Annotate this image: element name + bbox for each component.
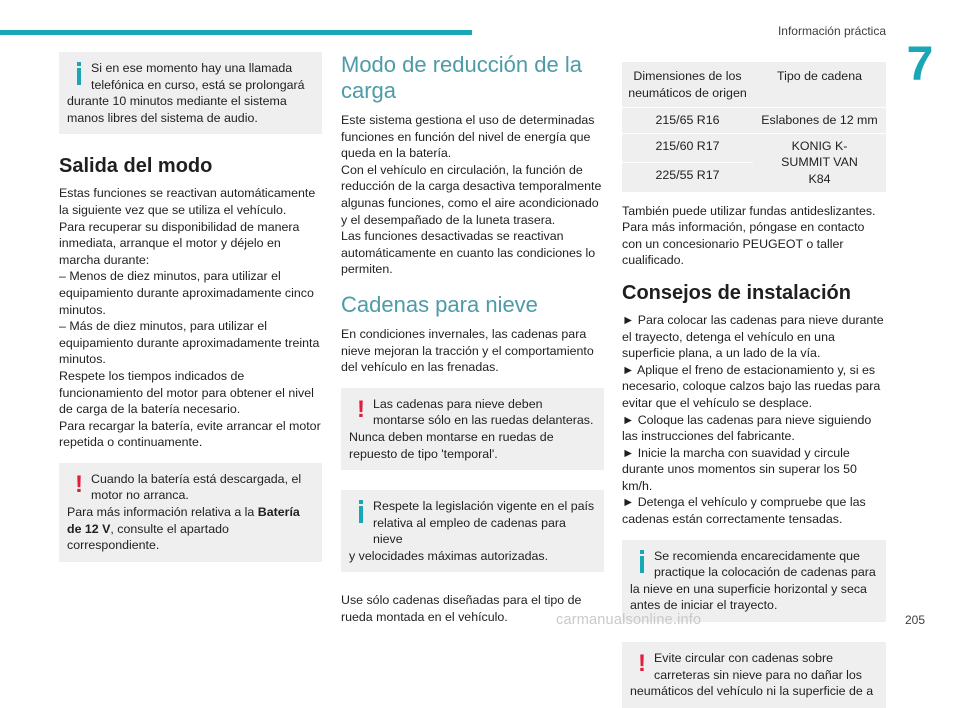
warning-note-text: Las cadenas para nieve deben montarse sólo en las ruedas delanteras. [373,396,594,428]
page-number: 205 [905,613,926,627]
warning-icon: ! [638,650,646,678]
list-item: ► Detenga el vehículo y compruebe que las cadenas están correctamente tensadas. [622,495,866,527]
battery-reference: Batería de 12 V [67,505,300,536]
list-item: – Menos de diez minutos, para utilizar el equipamiento durante aproximadamente cinco minutos. [59,269,314,317]
column-middle [341,52,604,638]
info-icon [636,548,648,573]
warning-text-part: Para más información relativa a la [67,505,258,520]
paragraph: Para recargar la batería, evite arrancar el motor repetida o continuamente. [59,418,321,450]
paragraph: Las funciones desactivadas se reactivan automáticamente en cuanto las condiciones lo permiten. [341,229,596,277]
installation-steps [622,312,886,528]
info-note-text-cont: y velocidades máximas autorizadas. [349,548,549,563]
anti-slip-info [622,203,886,269]
column-left [59,52,322,582]
paragraph: También puede utilizar fundas antideslizantes. [622,203,876,218]
table-cell-size: 215/65 R16 [622,108,753,134]
paragraph: Este sistema gestiona el uso de determinadas funciones en función del nivel de energía que queda en la batería. [341,113,595,161]
info-icon [73,60,85,85]
warning-icon: ! [75,470,83,498]
paragraph: Con el vehículo en circulación, la función de reducción de la carga desactiva temporalmente algunas funciones, como el aire acondicionado y el desempañado de la luneta trasera. [341,162,602,227]
exit-mode-text [59,185,322,451]
table-cell-size: 215/60 R17 [622,133,753,162]
table-row [622,133,886,162]
table-header-tyre-size: Dimensiones de los neumáticos de origen [622,62,753,108]
warning-note [59,463,322,562]
info-note [59,52,322,134]
table-row [622,108,886,134]
info-note-text: Se recomienda encarecidamente que practique la colocación de cadenas para [654,548,876,580]
info-note [622,540,886,622]
paragraph: Estas funciones se reactivan automáticamente la siguiente vez que se utiliza el vehículo. [59,186,316,217]
list-item: – Más de diez minutos, para utilizar el equipamiento durante aproximadamente treinta minutos. [59,319,320,367]
info-note [341,490,604,572]
warning-text-part: , consulte el apartado correspondiente. [67,521,229,553]
load-reduction-text [341,112,604,278]
info-note-text: Respete la legislación vigente en el país relativa al empleo de cadenas para nieve [373,499,595,547]
chapter-number: 7 [906,38,934,91]
info-note-text: Si en ese momento hay una llamada telefónica en curso, está se prolongará [91,61,305,92]
info-icon [355,498,367,523]
warning-note-text-cont: Nunca deben montarse en ruedas de repuesto de tipo 'temporal'. [349,429,554,461]
warning-note-text-cont [67,504,314,554]
warning-note-text: Evite circular con cadenas sobre carreteras sin nieve para no dañar los [654,651,863,682]
warning-note [341,388,604,470]
warning-note-text-cont: neumáticos del vehículo ni la superficie de a [630,684,874,699]
table-cell-size: 225/55 R17 [622,163,753,192]
paragraph: En condiciones invernales, las cadenas para nieve mejoran la tracción y el comportamiento del vehículo en las frenadas. [341,326,594,375]
warning-note [622,642,886,708]
watermark-text: carmanualsonline.info [556,612,702,628]
warning-icon: ! [357,395,365,423]
table-cell-chain: KONIG K-SUMMIT VAN K84 [753,133,886,192]
snow-chain-table [622,62,886,193]
table-cell-chain: Eslabones de 12 mm [753,108,886,134]
snow-chains-intro [341,326,604,376]
list-item: ► Aplique el freno de estacionamiento y, si es necesario, coloque calzos bajo las ruedas para evitar que el vehículo se desplace. [622,362,881,410]
list-item: ► Inicie la marcha con suavidad y circule durante unos momentos sin superar los 50 km/h. [622,445,857,493]
paragraph: Para más información, póngase en contacto con un concesionario PEUGEOT o taller cualificado. [622,220,865,268]
info-note-text-cont: la nieve en una superficie horizontal y seca antes de iniciar el trayecto. [630,581,867,613]
list-item: ► Para colocar las cadenas para nieve durante el trayecto, detenga el vehículo en una superficie plana, a un lado de la vía. [622,312,884,361]
section-title-snow-chains: Cadenas para nieve [341,291,538,317]
column-right [622,62,886,708]
page-header-title: Información práctica [777,24,886,38]
section-title-exit-mode: Salida del modo [59,155,213,178]
section-title-load-reduction: Modo de reducción de la carga [341,52,582,103]
table-header-row [622,62,886,108]
table-header-chain-type: Tipo de cadena [753,62,886,108]
warning-note-text: Cuando la batería está descargada, el motor no arranca. [91,471,302,503]
info-note-text-cont: durante 10 minutos mediante el sistema manos libres del sistema de audio. [67,94,287,125]
header-accent-bar [0,30,472,35]
paragraph: Para recuperar su disponibilidad de manera inmediata, arranque el motor y déjelo en marcha durante: [59,219,300,267]
list-item: ► Coloque las cadenas para nieve siguiendo las instrucciones del fabricante. [622,412,872,444]
section-title-installation-tips: Consejos de instalación [622,281,851,304]
paragraph: Respete los tiempos indicados de funcionamiento del motor para obtener el nivel de carga de la batería necesario. [59,368,314,417]
paragraph: Use sólo cadenas diseñadas para el tipo de rueda montada en el vehículo. [341,593,582,625]
